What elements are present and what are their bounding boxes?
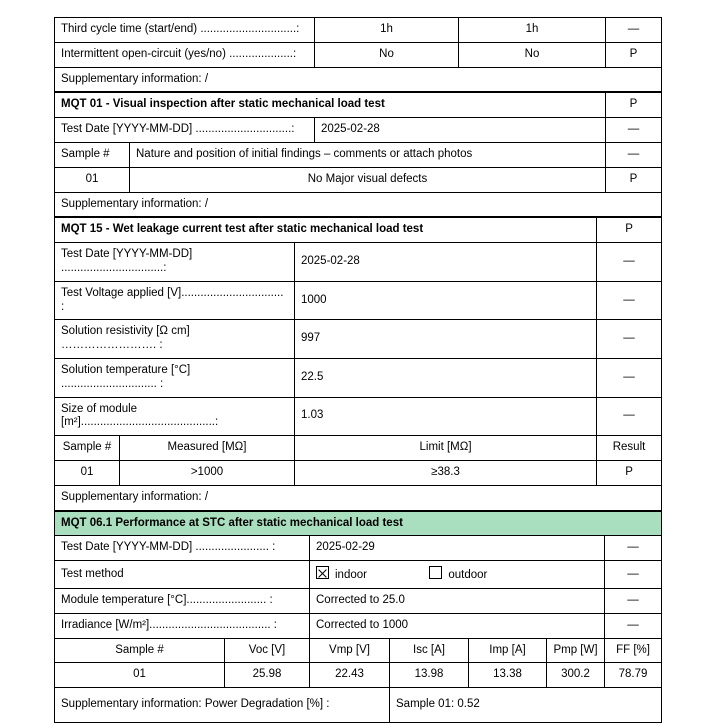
mqt01-test-date-label: Test Date [YYYY-MM-DD] ..............................: <box>55 118 315 143</box>
mqt15-cell-result: P <box>597 460 662 485</box>
mqt01-test-date-value: 2025-02-28 <box>315 118 606 143</box>
third-cycle-value-2: 1h <box>459 18 606 43</box>
mqt15-supplementary-info: Supplementary information: / <box>55 485 662 510</box>
mqt15-field-4-result: — <box>597 397 662 436</box>
mqt01-result: P <box>606 93 662 118</box>
table-row <box>55 320 662 359</box>
intermittent-value-2: No <box>459 42 606 67</box>
third-cycle-result: — <box>606 18 662 43</box>
mqt15-col-header-sample: Sample # <box>55 436 120 461</box>
intermittent-label: Intermittent open-circuit (yes/no) ....................: <box>55 42 315 67</box>
perf-cell-isc: 13.98 <box>390 663 469 688</box>
mqt15-field-0-value: 2025-02-28 <box>295 243 597 282</box>
table-row <box>55 436 662 461</box>
mqt01-supplementary-info: Supplementary information: / <box>55 192 662 217</box>
perf-header-vmp: Vmp [V] <box>310 638 390 663</box>
mqt061-irradiance-result: — <box>605 613 662 638</box>
cycle-table <box>54 17 662 92</box>
table-row <box>55 460 662 485</box>
mqt15-col-header-limit: Limit [MΩ] <box>295 436 597 461</box>
table-row <box>55 358 662 397</box>
mqt15-field-3-result: — <box>597 358 662 397</box>
mqt15-table <box>54 217 662 510</box>
mqt01-table <box>54 92 662 217</box>
perf-cell-ff: 78.79 <box>605 663 662 688</box>
perf-cell-sample: 01 <box>55 663 225 688</box>
mqt061-test-method-label: Test method <box>55 561 310 589</box>
mqt15-col-header-measured: Measured [MΩ] <box>120 436 295 461</box>
table-row <box>55 42 662 67</box>
table-row <box>55 192 662 217</box>
mqt01-findings-header: Nature and position of initial findings – comments or attach photos <box>130 142 606 167</box>
table-row <box>55 118 662 143</box>
mqt15-cell-limit: ≥38.3 <box>295 460 597 485</box>
table-row <box>55 18 662 43</box>
supplementary-info-1: Supplementary information: / <box>55 67 662 92</box>
mqt01-findings-value: No Major visual defects <box>130 167 606 192</box>
mqt01-sample-header: Sample # <box>55 142 130 167</box>
mqt15-field-2-value: 997 <box>295 320 597 359</box>
mqt15-field-3-label: Solution temperature [°C] .............................. : <box>55 358 295 397</box>
perf-cell-pmp: 300.2 <box>547 663 605 688</box>
perf-header-isc: Isc [A] <box>390 638 469 663</box>
mqt01-findings-result: — <box>606 142 662 167</box>
report-sheet <box>54 17 661 723</box>
mqt061-test-method-result: — <box>605 561 662 589</box>
mqt15-cell-measured: >1000 <box>120 460 295 485</box>
test-method-indoor-option[interactable] <box>316 566 367 583</box>
mqt061-supplementary-label: Supplementary information: Power Degradation [%] : <box>55 688 390 723</box>
table-row <box>55 142 662 167</box>
table-row <box>55 688 662 723</box>
mqt15-field-0-result: — <box>597 243 662 282</box>
mqt01-test-date-result: — <box>606 118 662 143</box>
mqt15-field-2-result: — <box>597 320 662 359</box>
mqt01-sample-result: P <box>606 167 662 192</box>
table-row <box>55 588 662 613</box>
mqt15-cell-sample: 01 <box>55 460 120 485</box>
table-row <box>55 93 662 118</box>
mqt15-field-1-value: 1000 <box>295 281 597 320</box>
mqt01-heading: MQT 01 - Visual inspection after static mechanical load test <box>55 93 606 118</box>
mqt15-field-3-value: 22.5 <box>295 358 597 397</box>
table-row <box>55 663 662 688</box>
perf-header-pmp: Pmp [W] <box>547 638 605 663</box>
mqt15-heading: MQT 15 - Wet leakage current test after static mechanical load test <box>55 218 597 243</box>
checkbox-empty-icon[interactable] <box>429 566 442 579</box>
test-method-outdoor-option[interactable] <box>429 566 487 583</box>
checkbox-checked-icon[interactable] <box>316 566 329 579</box>
table-row <box>55 613 662 638</box>
mqt061-module-temp-value: Corrected to 25.0 <box>310 588 605 613</box>
perf-cell-vmp: 22.43 <box>310 663 390 688</box>
mqt061-module-temp-result: — <box>605 588 662 613</box>
table-row <box>55 485 662 510</box>
perf-header-sample: Sample # <box>55 638 225 663</box>
mqt15-field-1-label: Test Voltage applied [V]................................ : <box>55 281 295 320</box>
intermittent-value-1: No <box>315 42 459 67</box>
table-row <box>55 397 662 436</box>
mqt15-field-0-label: Test Date [YYYY-MM-DD] ................................: <box>55 243 295 282</box>
table-row <box>55 638 662 663</box>
mqt15-field-4-value: 1.03 <box>295 397 597 436</box>
intermittent-result: P <box>606 42 662 67</box>
table-row <box>55 536 662 561</box>
mqt15-col-header-result: Result <box>597 436 662 461</box>
mqt15-result: P <box>597 218 662 243</box>
third-cycle-label: Third cycle time (start/end) ..............................: <box>55 18 315 43</box>
mqt15-field-2-label: Solution resistivity [Ω cm] ……………………. : <box>55 320 295 359</box>
mqt061-irradiance-value: Corrected to 1000 <box>310 613 605 638</box>
mqt061-test-date-result: — <box>605 536 662 561</box>
table-row <box>55 167 662 192</box>
perf-cell-imp: 13.38 <box>469 663 547 688</box>
test-method-indoor-label: indoor <box>335 569 367 582</box>
mqt061-module-temp-label: Module temperature [°C]......................... : <box>55 588 310 613</box>
table-row <box>55 561 662 589</box>
mqt15-field-1-result: — <box>597 281 662 320</box>
perf-cell-voc: 25.98 <box>225 663 310 688</box>
mqt061-irradiance-label: Irradiance [W/m²]...................................... : <box>55 613 310 638</box>
table-row <box>55 281 662 320</box>
mqt15-field-4-label: Size of module [m²]..........................................: <box>55 397 295 436</box>
mqt061-test-method-options <box>310 561 605 589</box>
mqt01-sample-id: 01 <box>55 167 130 192</box>
table-row <box>55 218 662 243</box>
test-method-outdoor-label: outdoor <box>448 569 488 582</box>
mqt061-table <box>54 511 662 723</box>
third-cycle-value-1: 1h <box>315 18 459 43</box>
table-row <box>55 243 662 282</box>
table-row <box>55 511 662 536</box>
perf-header-imp: Imp [A] <box>469 638 547 663</box>
mqt061-test-date-label: Test Date [YYYY-MM-DD] ....................... : <box>55 536 310 561</box>
perf-header-ff: FF [%] <box>605 638 662 663</box>
mqt061-test-date-value: 2025-02-29 <box>310 536 605 561</box>
mqt061-supplementary-value: Sample 01: 0.52 <box>390 688 662 723</box>
mqt061-heading: MQT 06.1 Performance at STC after static mechanical load test <box>55 511 662 536</box>
perf-header-voc: Voc [V] <box>225 638 310 663</box>
table-row <box>55 67 662 92</box>
